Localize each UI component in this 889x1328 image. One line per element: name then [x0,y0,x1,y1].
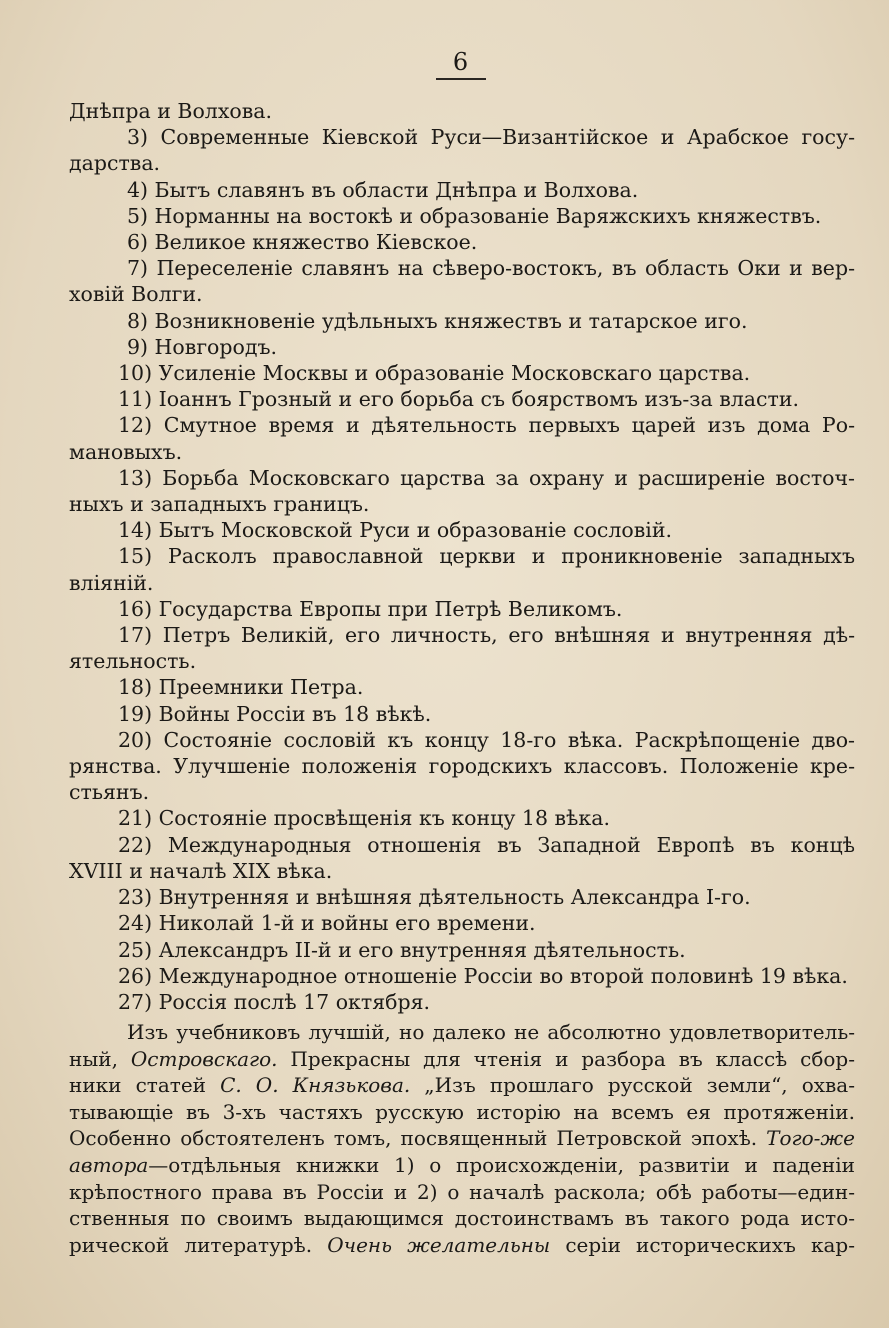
list-line: 12) Смутное время и дѣятельность первыхъ царей изъ дома Ро- [118,413,855,438]
emphasis: Того-же [766,1126,855,1151]
list-line: 13) Борьба Московскаго царства за охрану и расширеніе восточ- [118,465,855,490]
paragraph-line: тывающіе въ 3-хъ частяхъ русскую исторію на всемъ ея протяженіи. [69,1099,855,1124]
list-line: 20) Состояніе сословій къ концу 18-го вѣка. Раскрѣпощеніе дво- [118,727,855,752]
list-line: Днѣпра и Волхова. [69,99,273,123]
paragraph-line: рической литературѣ. Очень желательны серіи историческихъ кар- [69,1232,855,1257]
list-line: 19) Войны Россіи въ 18 вѣкѣ. [118,701,432,726]
list-line: 8) Возникновеніе удѣльныхъ княжествъ и татарское иго. [127,308,748,333]
emphasis: Очень желательны [327,1232,551,1257]
paragraph-line: ники статей С. О. Князькова. „Изъ прошлаго русской земли“, охва- [69,1073,855,1098]
list-line: мановыхъ. [69,439,183,464]
page-number-rule [436,78,486,80]
list-line: 14) Бытъ Московской Руси и образованіе сословій. [118,518,673,543]
list-line: рянства. Улучшеніе положенія городскихъ классовъ. Положеніе кре- [69,754,855,779]
list-line: 6) Великое княжество Кіевское. [127,230,478,255]
list-line: ятельность. [69,649,197,674]
list-line: 15) Расколъ православной церкви и проникновеніе западныхъ [118,544,855,569]
list-line: 27) Россія послѣ 17 октября. [118,989,431,1014]
list-line: 22) Международныя отношенія въ Западной Европѣ въ концѣ [118,832,855,857]
list-line: 11) Іоаннъ Грозный и его борьба съ боярствомъ изъ-за власти. [118,387,799,412]
list-line: 5) Норманны на востокѣ и образованіе Варяжскихъ княжествъ. [127,203,822,228]
list-line: XVIII и началѣ XIX вѣка. [69,858,333,883]
author-name: Островскаго. [130,1046,278,1071]
list-line: 16) Государства Европы при Петрѣ Великомъ. [118,596,623,621]
list-line: 26) Международное отношеніе Россіи во второй половинѣ 19 вѣка. [118,963,848,988]
list-line: ховій Волги. [69,282,203,307]
list-line: 18) Преемники Петра. [118,675,364,700]
textbook-paragraph [69,1019,855,1258]
paragraph-line: Особенно обстоятеленъ томъ, посвященный Петровской эпохѣ. Того-же [69,1126,855,1151]
list-line: 17) Петръ Великій, его личность, его внѣшняя и внутренняя дѣ- [118,623,855,648]
body-text [69,98,855,1258]
paragraph-line: крѣпостного права въ Россіи и 2) о началѣ раскола; обѣ работы—един- [69,1179,855,1204]
list-line: 21) Состояніе просвѣщенія къ концу 18 вѣка. [118,806,610,831]
list-line: 24) Николай 1-й и войны его времени. [118,911,536,936]
list-line: 3) Современные Кіевской Руси—Византійское и Арабское госу- [127,125,855,150]
paragraph-line: ный, Островскаго. Прекрасны для чтенія и разбора въ классѣ сбор- [69,1046,855,1071]
list-line: 4) Бытъ славянъ въ области Днѣпра и Волхова. [127,177,639,202]
topic-list [69,98,855,1015]
list-line: 25) Александръ II-й и его внутренняя дѣятельность. [118,937,686,962]
list-line: 9) Новгородъ. [127,334,278,359]
paragraph-line: автора—отдѣльныя книжки 1) о происхожденіи, развитіи и паденіи [69,1153,855,1178]
author-name: С. О. Князькова. [220,1073,411,1098]
list-line: стьянъ. [69,780,150,805]
list-line: 10) Усиленіе Москвы и образованіе Московскаго царства. [118,361,751,386]
paragraph-line: Изъ учебниковъ лучшій, но далеко не абсолютно удовлетворитель- [127,1020,855,1045]
list-line: дарства. [69,151,161,176]
list-line: вліяній. [69,570,154,595]
list-line: 23) Внутренняя и внѣшняя дѣятельность Александра I-го. [118,885,751,910]
list-line: ныхъ и западныхъ границъ. [69,492,370,517]
page-number: 6 [452,48,469,76]
paragraph-line: ственныя по своимъ выдающимся достоинствамъ въ такого рода исто- [69,1206,855,1231]
list-line: 7) Переселеніе славянъ на сѣверо-востокъ, въ область Оки и вер- [127,256,855,281]
emphasis: автора [69,1153,149,1178]
